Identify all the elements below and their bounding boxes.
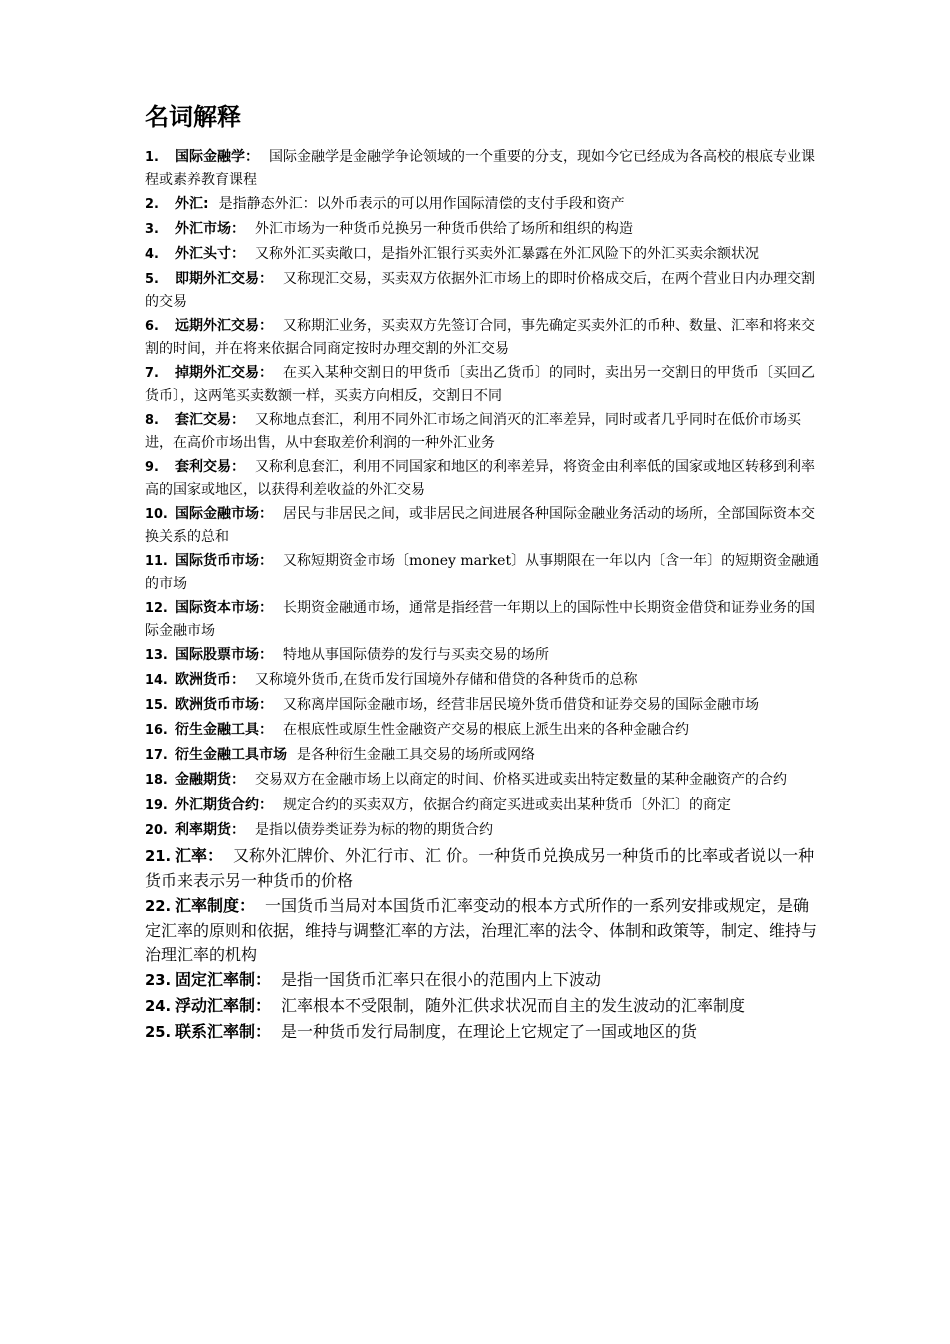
entry-number: 9.	[145, 460, 159, 475]
entry-term: 欧洲货币：	[175, 672, 245, 688]
entry-number: 16.	[145, 723, 168, 738]
glossary-entry	[145, 769, 820, 792]
entry-number: 8.	[145, 413, 159, 428]
glossary-entry	[145, 409, 820, 454]
entry-definition: 又称境外货币,在货币发行国境外存储和借贷的各种货币的总称	[255, 672, 638, 688]
glossary-entry	[145, 362, 820, 407]
glossary-entry	[145, 315, 820, 360]
glossary-entry	[145, 844, 820, 893]
entry-term: 即期外汇交易：	[175, 271, 273, 287]
entry-term: 浮动汇率制：	[175, 996, 272, 1015]
entry-definition: 汇率根本不受限制，随外汇供求状况而自主的发生波动的汇率制度	[281, 996, 746, 1015]
entry-number: 18.	[145, 773, 168, 788]
entry-definition: 特地从事国际债券的发行与买卖交易的场所	[283, 647, 549, 663]
entry-number: 19.	[145, 798, 168, 813]
glossary-entry	[145, 894, 820, 967]
entry-number: 12.	[145, 601, 168, 616]
entry-number: 6.	[145, 319, 159, 334]
entry-definition: 又称外汇买卖敞口，是指外汇银行买卖外汇暴露在外汇风险下的外汇买卖余额状况	[255, 246, 759, 262]
entry-definition: 又称外汇牌价、外汇行市、汇 价。一种货币兑换成另一种货币的比率或者说以一种货币来表示另一种货币的价格	[145, 846, 815, 890]
entry-number: 5.	[145, 272, 159, 287]
entry-number: 24.	[145, 998, 172, 1015]
glossary-entry	[145, 1020, 820, 1045]
entry-definition: 是各种衍生金融工具交易的场所或网络	[297, 747, 535, 763]
glossary-entry	[145, 597, 820, 642]
entry-definition: 又称期汇业务，买卖双方先签订合同，事先确定买卖外汇的币种、数量、汇率和将来交割的时间，并在将来依据合同商定按时办理交割的外汇交易	[145, 318, 815, 357]
entry-term: 利率期货：	[175, 822, 245, 838]
document-page	[145, 100, 820, 1046]
entry-number: 2.	[145, 197, 159, 212]
entry-definition: 又称地点套汇，利用不同外汇市场之间消灭的汇率差异，同时或者几乎同时在低价市场买进，在高价市场出售，从中套取差价利润的一种外汇业务	[145, 412, 801, 451]
glossary-entry	[145, 819, 820, 842]
glossary-entry	[145, 794, 820, 817]
entry-definition: 是指一国货币汇率只在很小的范围内上下波动	[281, 970, 602, 989]
entry-definition: 又称利息套汇，利用不同国家和地区的利率差异，将资金由利率低的国家或地区转移到利率高的国家或地区，以获得利差收益的外汇交易	[145, 459, 815, 498]
entry-term: 套利交易：	[175, 459, 245, 475]
entry-term: 外汇期货合约：	[175, 797, 273, 813]
glossary-list	[145, 146, 820, 1045]
entry-definition: 交易双方在金融市场上以商定的时间、价格买进或卖出特定数量的某种金融资产的合约	[255, 772, 787, 788]
glossary-entry	[145, 146, 820, 191]
entry-term: 国际货币市场：	[175, 553, 273, 569]
entry-term: 外汇头寸：	[175, 246, 245, 262]
entry-definition: 在根底性或原生性金融资产交易的根底上派生出来的各种金融合约	[283, 722, 689, 738]
entry-number: 17.	[145, 748, 168, 763]
entry-definition: 长期资金融通市场，通常是指经营一年期以上的国际性中长期资金借贷和证券业务的国际金融市场	[145, 600, 815, 639]
entry-term: 国际股票市场：	[175, 647, 273, 663]
glossary-entry	[145, 719, 820, 742]
entry-term: 汇率：	[175, 846, 224, 865]
entry-number: 25.	[145, 1024, 172, 1041]
entry-term: 掉期外汇交易：	[175, 365, 273, 381]
entry-term: 国际资本市场：	[175, 600, 273, 616]
entry-definition: 又称短期资金市场〔money market〕从事期限在一年以内〔含一年〕的短期资金融通的市场	[145, 553, 820, 592]
glossary-entry	[145, 218, 820, 241]
entry-term: 远期外汇交易：	[175, 318, 273, 334]
entry-definition: 在买入某种交割日的甲货币〔卖出乙货币〕的同时，卖出另一交割日的甲货币〔买回乙货币〕，这两笔买卖数额一样，买卖方向相反，交割日不同	[145, 365, 815, 404]
entry-definition: 又称现汇交易，买卖双方依据外汇市场上的即时价格成交后，在两个营业日内办理交割的交易	[145, 271, 815, 310]
entry-term: 衍生金融工具市场	[175, 747, 287, 763]
entry-number: 3.	[145, 222, 159, 237]
glossary-entry	[145, 669, 820, 692]
glossary-entry	[145, 744, 820, 767]
entry-number: 4.	[145, 247, 159, 262]
entry-term: 欧洲货币市场：	[175, 697, 273, 713]
glossary-entry	[145, 644, 820, 667]
entry-term: 国际金融市场：	[175, 506, 273, 522]
entry-term: 联系汇率制：	[175, 1022, 272, 1041]
entry-term: 套汇交易：	[175, 412, 245, 428]
entry-definition: 是指静态外汇：以外币表示的可以用作国际清偿的支付手段和资产	[218, 196, 625, 212]
glossary-entry	[145, 550, 820, 595]
entry-number: 23.	[145, 972, 172, 989]
entry-term: 外汇:	[175, 196, 209, 212]
glossary-entry	[145, 503, 820, 548]
entry-term: 外汇市场：	[175, 221, 245, 237]
entry-number: 7.	[145, 366, 159, 381]
glossary-entry	[145, 268, 820, 313]
glossary-entry	[145, 193, 820, 216]
entry-number: 21.	[145, 848, 172, 865]
entry-definition: 规定合约的买卖双方，依据合约商定买进或卖出某种货币〔外汇〕的商定	[283, 797, 731, 813]
glossary-entry	[145, 694, 820, 717]
entry-number: 15.	[145, 698, 168, 713]
entry-definition: 是一种货币发行局制度，在理论上它规定了一国或地区的货	[281, 1022, 698, 1041]
entry-definition: 是指以债券类证券为标的物的期货合约	[255, 822, 493, 838]
entry-number: 22.	[145, 898, 172, 915]
entry-number: 1.	[145, 150, 159, 165]
entry-definition: 又称离岸国际金融市场，经营非居民境外货币借贷和证券交易的国际金融市场	[283, 697, 759, 713]
entry-number: 14.	[145, 673, 168, 688]
entry-term: 固定汇率制：	[175, 970, 272, 989]
entry-number: 10.	[145, 507, 168, 522]
entry-number: 13.	[145, 648, 168, 663]
entry-number: 11.	[145, 554, 168, 569]
glossary-entry	[145, 994, 820, 1019]
entry-definition: 国际金融学是金融学争论领域的一个重要的分支，现如今它已经成为各高校的根底专业课程或素养教育课程	[145, 149, 815, 188]
entry-definition: 外汇市场为一种货币兑换另一种货币供给了场所和组织的构造	[255, 221, 633, 237]
entry-term: 衍生金融工具：	[175, 722, 273, 738]
glossary-entry	[145, 243, 820, 266]
entry-term: 汇率制度：	[175, 896, 256, 915]
entry-definition: 一国货币当局对本国货币汇率变动的根本方式所作的一系列安排或规定，是确定汇率的原则和依据，维持与调整汇率的方法，治理汇率的法令、体制和政策等，制定、维持与治理汇率的机构	[145, 896, 818, 964]
entry-number: 20.	[145, 823, 168, 838]
glossary-entry	[145, 968, 820, 993]
entry-term: 金融期货：	[175, 772, 245, 788]
entry-term: 国际金融学：	[175, 149, 259, 165]
entry-definition: 居民与非居民之间，或非居民之间进展各种国际金融业务活动的场所，全部国际资本交换关系的总和	[145, 506, 815, 545]
glossary-entry	[145, 456, 820, 501]
page-title: 名词解释	[145, 103, 241, 131]
